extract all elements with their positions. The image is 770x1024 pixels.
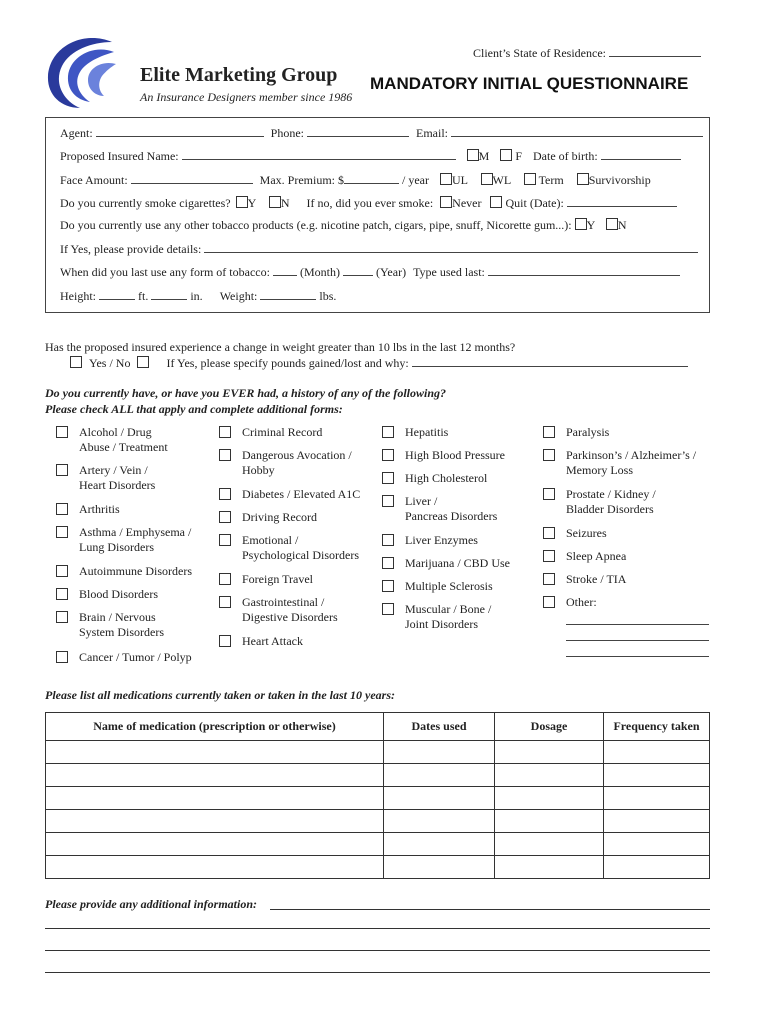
table-row[interactable]: [46, 787, 710, 810]
type-used-field[interactable]: [488, 264, 680, 276]
condition-label: Sleep Apnea: [566, 549, 627, 563]
table-row[interactable]: [46, 764, 710, 787]
medications-heading: Please list all medications currently taken or taken in the last 10 years:: [45, 688, 395, 702]
condition-checkbox[interactable]: [219, 596, 231, 608]
condition-label: Foreign Travel: [242, 572, 314, 586]
condition-checkbox[interactable]: [543, 426, 555, 438]
condition-label: Stroke / TIA: [566, 572, 627, 586]
condition-label: High Cholesterol: [405, 471, 488, 485]
history-subheading: Please check ALL that apply and complete additional forms:: [45, 402, 343, 416]
condition-checkbox[interactable]: [56, 526, 68, 538]
condition-label: Driving Record: [242, 510, 317, 524]
condition-checkbox[interactable]: [543, 550, 555, 562]
condition-checkbox[interactable]: [543, 488, 555, 500]
condition-checkbox[interactable]: [56, 565, 68, 577]
height-in-field[interactable]: [151, 288, 187, 300]
condition-label: Liver Enzymes: [405, 533, 478, 547]
row-last-use: When did you last use any form of tobacco: (Month) (Year) Type used last:: [60, 264, 680, 280]
additional-info-line-3[interactable]: [45, 972, 710, 973]
condition-label: Brain / Nervous System Disorders: [79, 610, 164, 639]
condition-label: Muscular / Bone / Joint Disorders: [405, 602, 492, 631]
condition-label: Artery / Vein / Heart Disorders: [79, 463, 156, 492]
condition-checkbox[interactable]: [56, 588, 68, 600]
additional-info-heading: Please provide any additional information:: [45, 897, 257, 911]
med-col-dates: Dates used: [384, 713, 495, 741]
table-row[interactable]: [46, 741, 710, 764]
medications-table: [45, 712, 710, 879]
condition-checkbox[interactable]: [382, 580, 394, 592]
other-line-1[interactable]: [566, 624, 709, 625]
condition-label: Prostate / Kidney / Bladder Disorders: [566, 487, 656, 516]
additional-info-line-0[interactable]: [270, 909, 710, 910]
smoke-yes-checkbox[interactable]: [236, 196, 248, 208]
condition-checkbox[interactable]: [382, 557, 394, 569]
row-details: If Yes, please provide details:: [60, 241, 698, 257]
condition-label: Liver / Pancreas Disorders: [405, 494, 498, 523]
additional-info-line-2[interactable]: [45, 950, 710, 951]
table-row[interactable]: [46, 856, 710, 879]
dob-field[interactable]: [601, 148, 681, 160]
face-amount-field[interactable]: [131, 172, 253, 184]
condition-label: Parkinson’s / Alzheimer’s / Memory Loss: [566, 448, 697, 477]
condition-label: Paralysis: [566, 425, 610, 439]
med-col-dosage: Dosage: [495, 713, 604, 741]
weight-change-question: Has the proposed insured experience a change in weight greater than 10 lbs in the last 12 months?: [45, 340, 516, 354]
details-field[interactable]: [204, 241, 698, 253]
month-field[interactable]: [273, 264, 297, 276]
condition-checkbox[interactable]: [56, 651, 68, 663]
weight-change-no-checkbox[interactable]: [137, 356, 149, 368]
condition-label: Dangerous Avocation / Hobby: [242, 448, 352, 477]
table-row[interactable]: [46, 833, 710, 856]
condition-label: Seizures: [566, 526, 607, 540]
row-insured: Proposed Insured Name: M F Date of birth:: [60, 148, 681, 164]
condition-checkbox[interactable]: [56, 611, 68, 623]
row-face-amount: Face Amount: Max. Premium: $ / year UL WL Term Survivorship: [60, 173, 651, 187]
male-checkbox[interactable]: [467, 149, 479, 161]
tobacco-no-checkbox[interactable]: [606, 218, 618, 230]
company-name: Elite Marketing Group: [140, 64, 338, 86]
condition-label: Cancer / Tumor / Polyp: [79, 650, 192, 664]
row-tobacco: Do you currently use any other tobacco products (e.g. nicotine patch, cigars, pipe, snuff, Nicorette gum...): Y N: [60, 218, 627, 232]
other-line-2[interactable]: [566, 640, 709, 641]
condition-checkbox[interactable]: [219, 511, 231, 523]
condition-checkbox[interactable]: [56, 464, 68, 476]
condition-checkbox[interactable]: [56, 503, 68, 515]
med-col-name: Name of medication (prescription or otherwise): [46, 713, 384, 741]
wl-checkbox[interactable]: [481, 173, 493, 185]
condition-checkbox[interactable]: [219, 534, 231, 546]
condition-label: Alcohol / Drug Abuse / Treatment: [79, 425, 168, 454]
condition-checkbox[interactable]: [543, 573, 555, 585]
condition-label: Marijuana / CBD Use: [405, 556, 510, 570]
condition-checkbox[interactable]: [543, 527, 555, 539]
insured-name-field[interactable]: [182, 148, 456, 160]
condition-checkbox[interactable]: [382, 426, 394, 438]
phone-field[interactable]: [307, 125, 409, 137]
additional-info-line-1[interactable]: [45, 928, 710, 929]
height-ft-field[interactable]: [99, 288, 135, 300]
condition-checkbox[interactable]: [382, 534, 394, 546]
condition-label: Gastrointestinal / Digestive Disorders: [242, 595, 338, 624]
row-agent: Agent: Phone: Email:: [60, 125, 703, 141]
condition-checkbox[interactable]: [543, 596, 555, 608]
premium-field[interactable]: [344, 172, 399, 184]
condition-checkbox[interactable]: [382, 449, 394, 461]
year-field[interactable]: [343, 264, 373, 276]
company-tagline: An Insurance Designers member since 1986: [140, 90, 353, 104]
med-col-frequency: Frequency taken: [604, 713, 710, 741]
condition-label: Autoimmune Disorders: [79, 564, 192, 578]
condition-checkbox[interactable]: [382, 495, 394, 507]
condition-checkbox[interactable]: [382, 472, 394, 484]
applicant-info-box: [45, 117, 710, 313]
weight-change-field[interactable]: [412, 355, 688, 367]
table-row[interactable]: [46, 810, 710, 833]
row-height-weight: Height: ft. in. Weight: lbs.: [60, 289, 337, 303]
condition-label: Criminal Record: [242, 425, 323, 439]
condition-label: Other:: [566, 595, 597, 609]
tobacco-yes-checkbox[interactable]: [575, 218, 587, 230]
condition-label: High Blood Pressure: [405, 448, 505, 462]
condition-label: Emotional / Psychological Disorders: [242, 533, 359, 562]
weight-field[interactable]: [260, 288, 316, 300]
condition-label: Asthma / Emphysema / Lung Disorders: [79, 525, 192, 554]
condition-checkbox[interactable]: [219, 488, 231, 500]
row-smoke: Do you currently smoke cigarettes? Y N If no, did you ever smoke: Never Quit (Date):: [60, 195, 677, 211]
condition-label: Arthritis: [79, 502, 120, 516]
condition-label: Diabetes / Elevated A1C: [242, 487, 361, 501]
email-field[interactable]: [451, 125, 703, 137]
condition-checkbox[interactable]: [543, 449, 555, 461]
condition-checkbox[interactable]: [382, 603, 394, 615]
condition-label: Blood Disorders: [79, 587, 158, 601]
state-of-residence-field[interactable]: [609, 45, 701, 57]
history-heading: Do you currently have, or have you EVER had, a history of any of the following?: [45, 386, 447, 400]
quit-date-field[interactable]: [567, 195, 677, 207]
condition-label: Heart Attack: [242, 634, 303, 648]
condition-checkbox[interactable]: [219, 426, 231, 438]
condition-checkbox[interactable]: [219, 449, 231, 461]
state-of-residence-label: Client’s State of Residence:: [473, 45, 701, 61]
never-smoked-checkbox[interactable]: [440, 196, 452, 208]
weight-change-row: Yes / No If Yes, please specify pounds gained/lost and why:: [70, 355, 688, 371]
form-title: MANDATORY INITIAL QUESTIONNAIRE: [370, 74, 689, 93]
female-checkbox[interactable]: [500, 149, 512, 161]
term-checkbox[interactable]: [524, 173, 536, 185]
company-logo-icon: [44, 34, 124, 109]
ul-checkbox[interactable]: [440, 173, 452, 185]
condition-checkbox[interactable]: [56, 426, 68, 438]
other-line-3[interactable]: [566, 656, 709, 657]
condition-checkbox[interactable]: [219, 573, 231, 585]
agent-field[interactable]: [96, 125, 264, 137]
condition-checkbox[interactable]: [219, 635, 231, 647]
survivorship-checkbox[interactable]: [577, 173, 589, 185]
weight-change-yes-checkbox[interactable]: [70, 356, 82, 368]
smoke-no-checkbox[interactable]: [269, 196, 281, 208]
condition-label: Multiple Sclerosis: [405, 579, 493, 593]
quit-checkbox[interactable]: [490, 196, 502, 208]
condition-label: Hepatitis: [405, 425, 449, 439]
